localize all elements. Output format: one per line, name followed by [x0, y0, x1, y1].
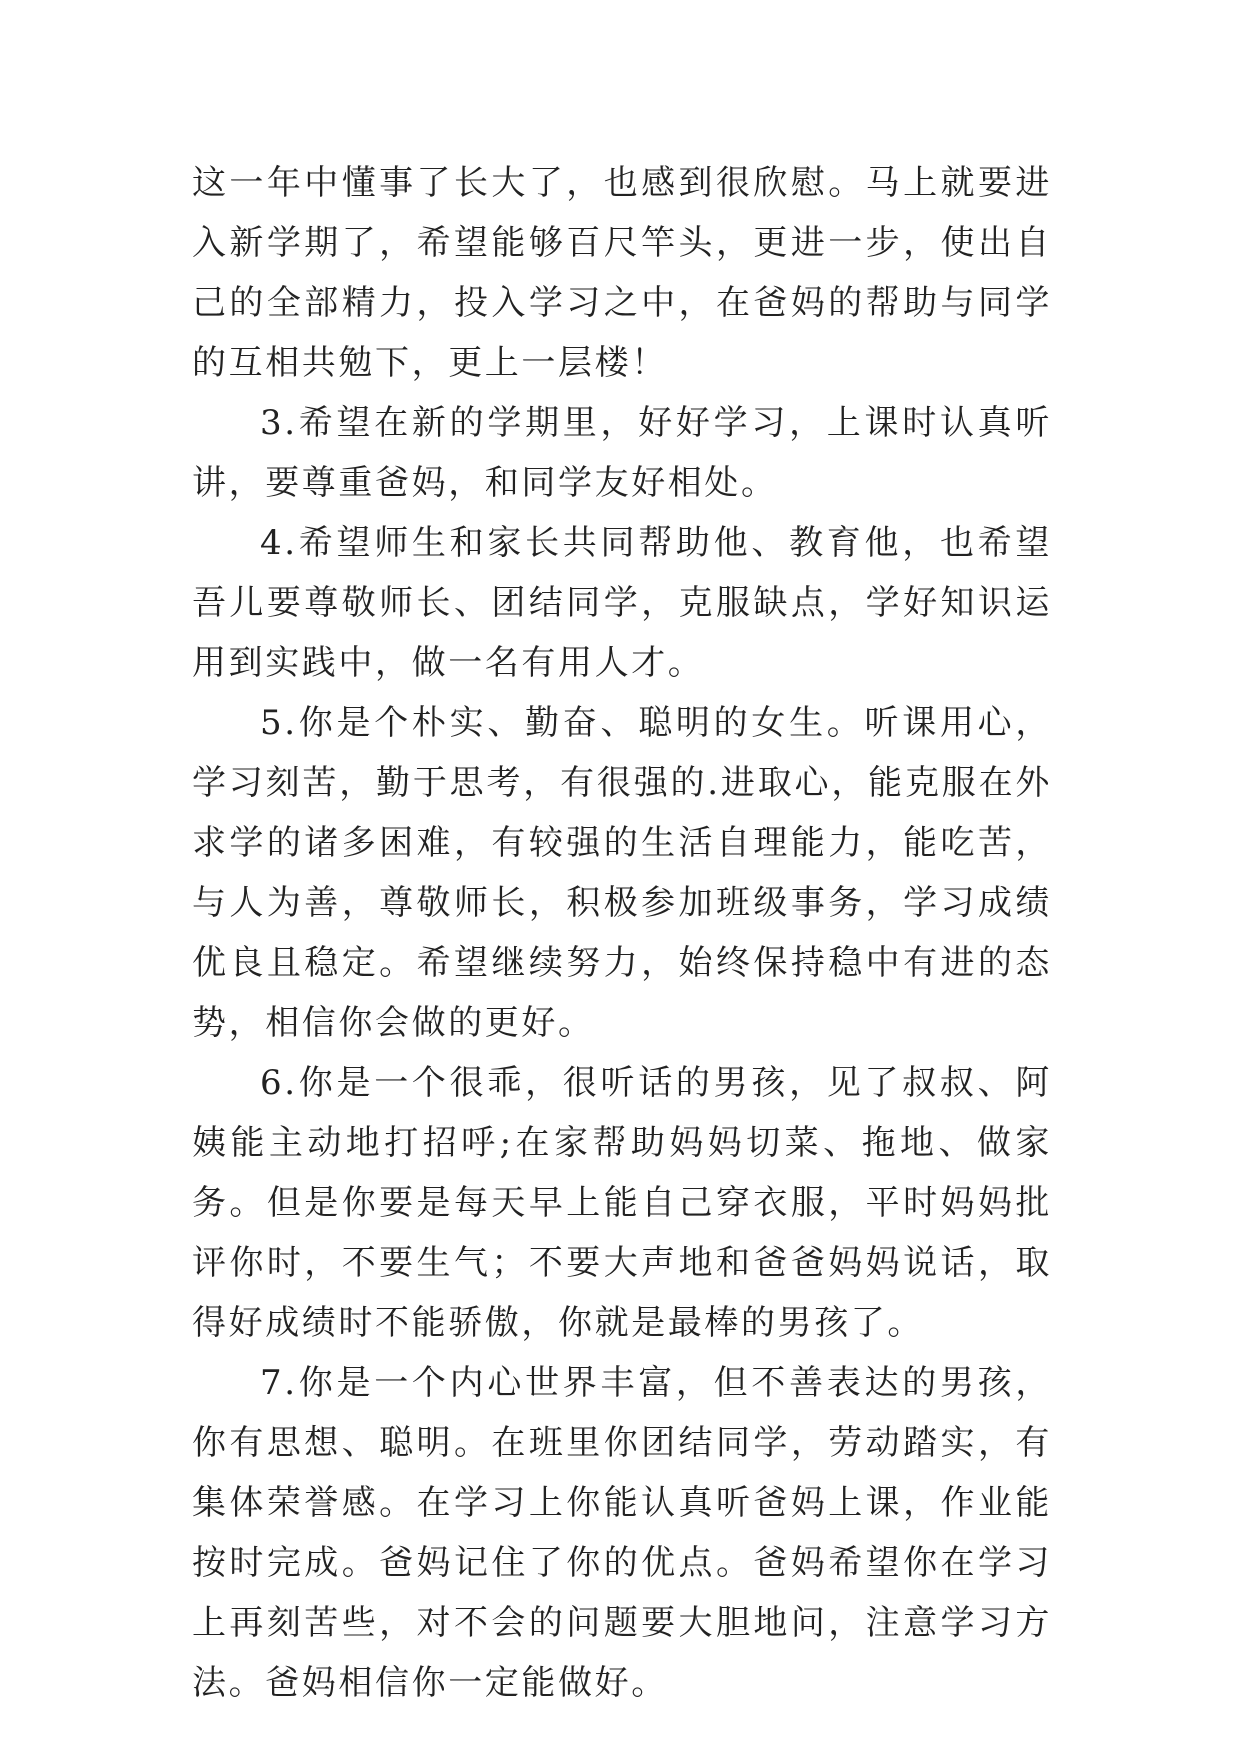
paragraph-continuation: 这一年中懂事了长大了，也感到很欣慰。马上就要进入新学期了，希望能够百尺竿头，更进一步，使出自己的全部精力，投入学习之中，在爸妈的帮助与同学的互相共勉下，更上一层楼！	[192, 163, 1052, 383]
paragraph-item-6: 6.你是一个很乖，很听话的男孩，见了叔叔、阿姨能主动地打招呼;在家帮助妈妈切菜、拖地、做家务。但是你要是每天早上能自己穿衣服，平时妈妈批评你时，不要生气；不要大声地和爸爸妈妈说话，取得好成绩时不能骄傲，你就是最棒的男孩了。	[192, 1063, 1052, 1343]
paragraph-item-7: 7.你是一个内心世界丰富，但不善表达的男孩，你有思想、聪明。在班里你团结同学，劳动踏实，有集体荣誉感。在学习上你能认真听爸妈上课，作业能按时完成。爸妈记住了你的优点。爸妈希望你在学习上再刻苦些，对不会的问题要大胆地问，注意学习方法。爸妈相信你一定能做好。	[192, 1363, 1052, 1703]
paragraph-item-5: 5.你是个朴实、勤奋、聪明的女生。听课用心，学习刻苦，勤于思考，有很强的.进取心，能克服在外求学的诸多困难，有较强的生活自理能力，能吃苦，与人为善，尊敬师长，积极参加班级事务，学习成绩优良且稳定。希望继续努力，始终保持稳中有进的态势，相信你会做的更好。	[192, 703, 1052, 1043]
document-body	[192, 153, 1052, 1713]
paragraph-item-4: 4.希望师生和家长共同帮助他、教育他，也希望吾儿要尊敬师长、团结同学，克服缺点，学好知识运用到实践中，做一名有用人才。	[192, 523, 1052, 683]
paragraph-item-3: 3.希望在新的学期里，好好学习，上课时认真听讲，要尊重爸妈，和同学友好相处。	[192, 403, 1052, 503]
